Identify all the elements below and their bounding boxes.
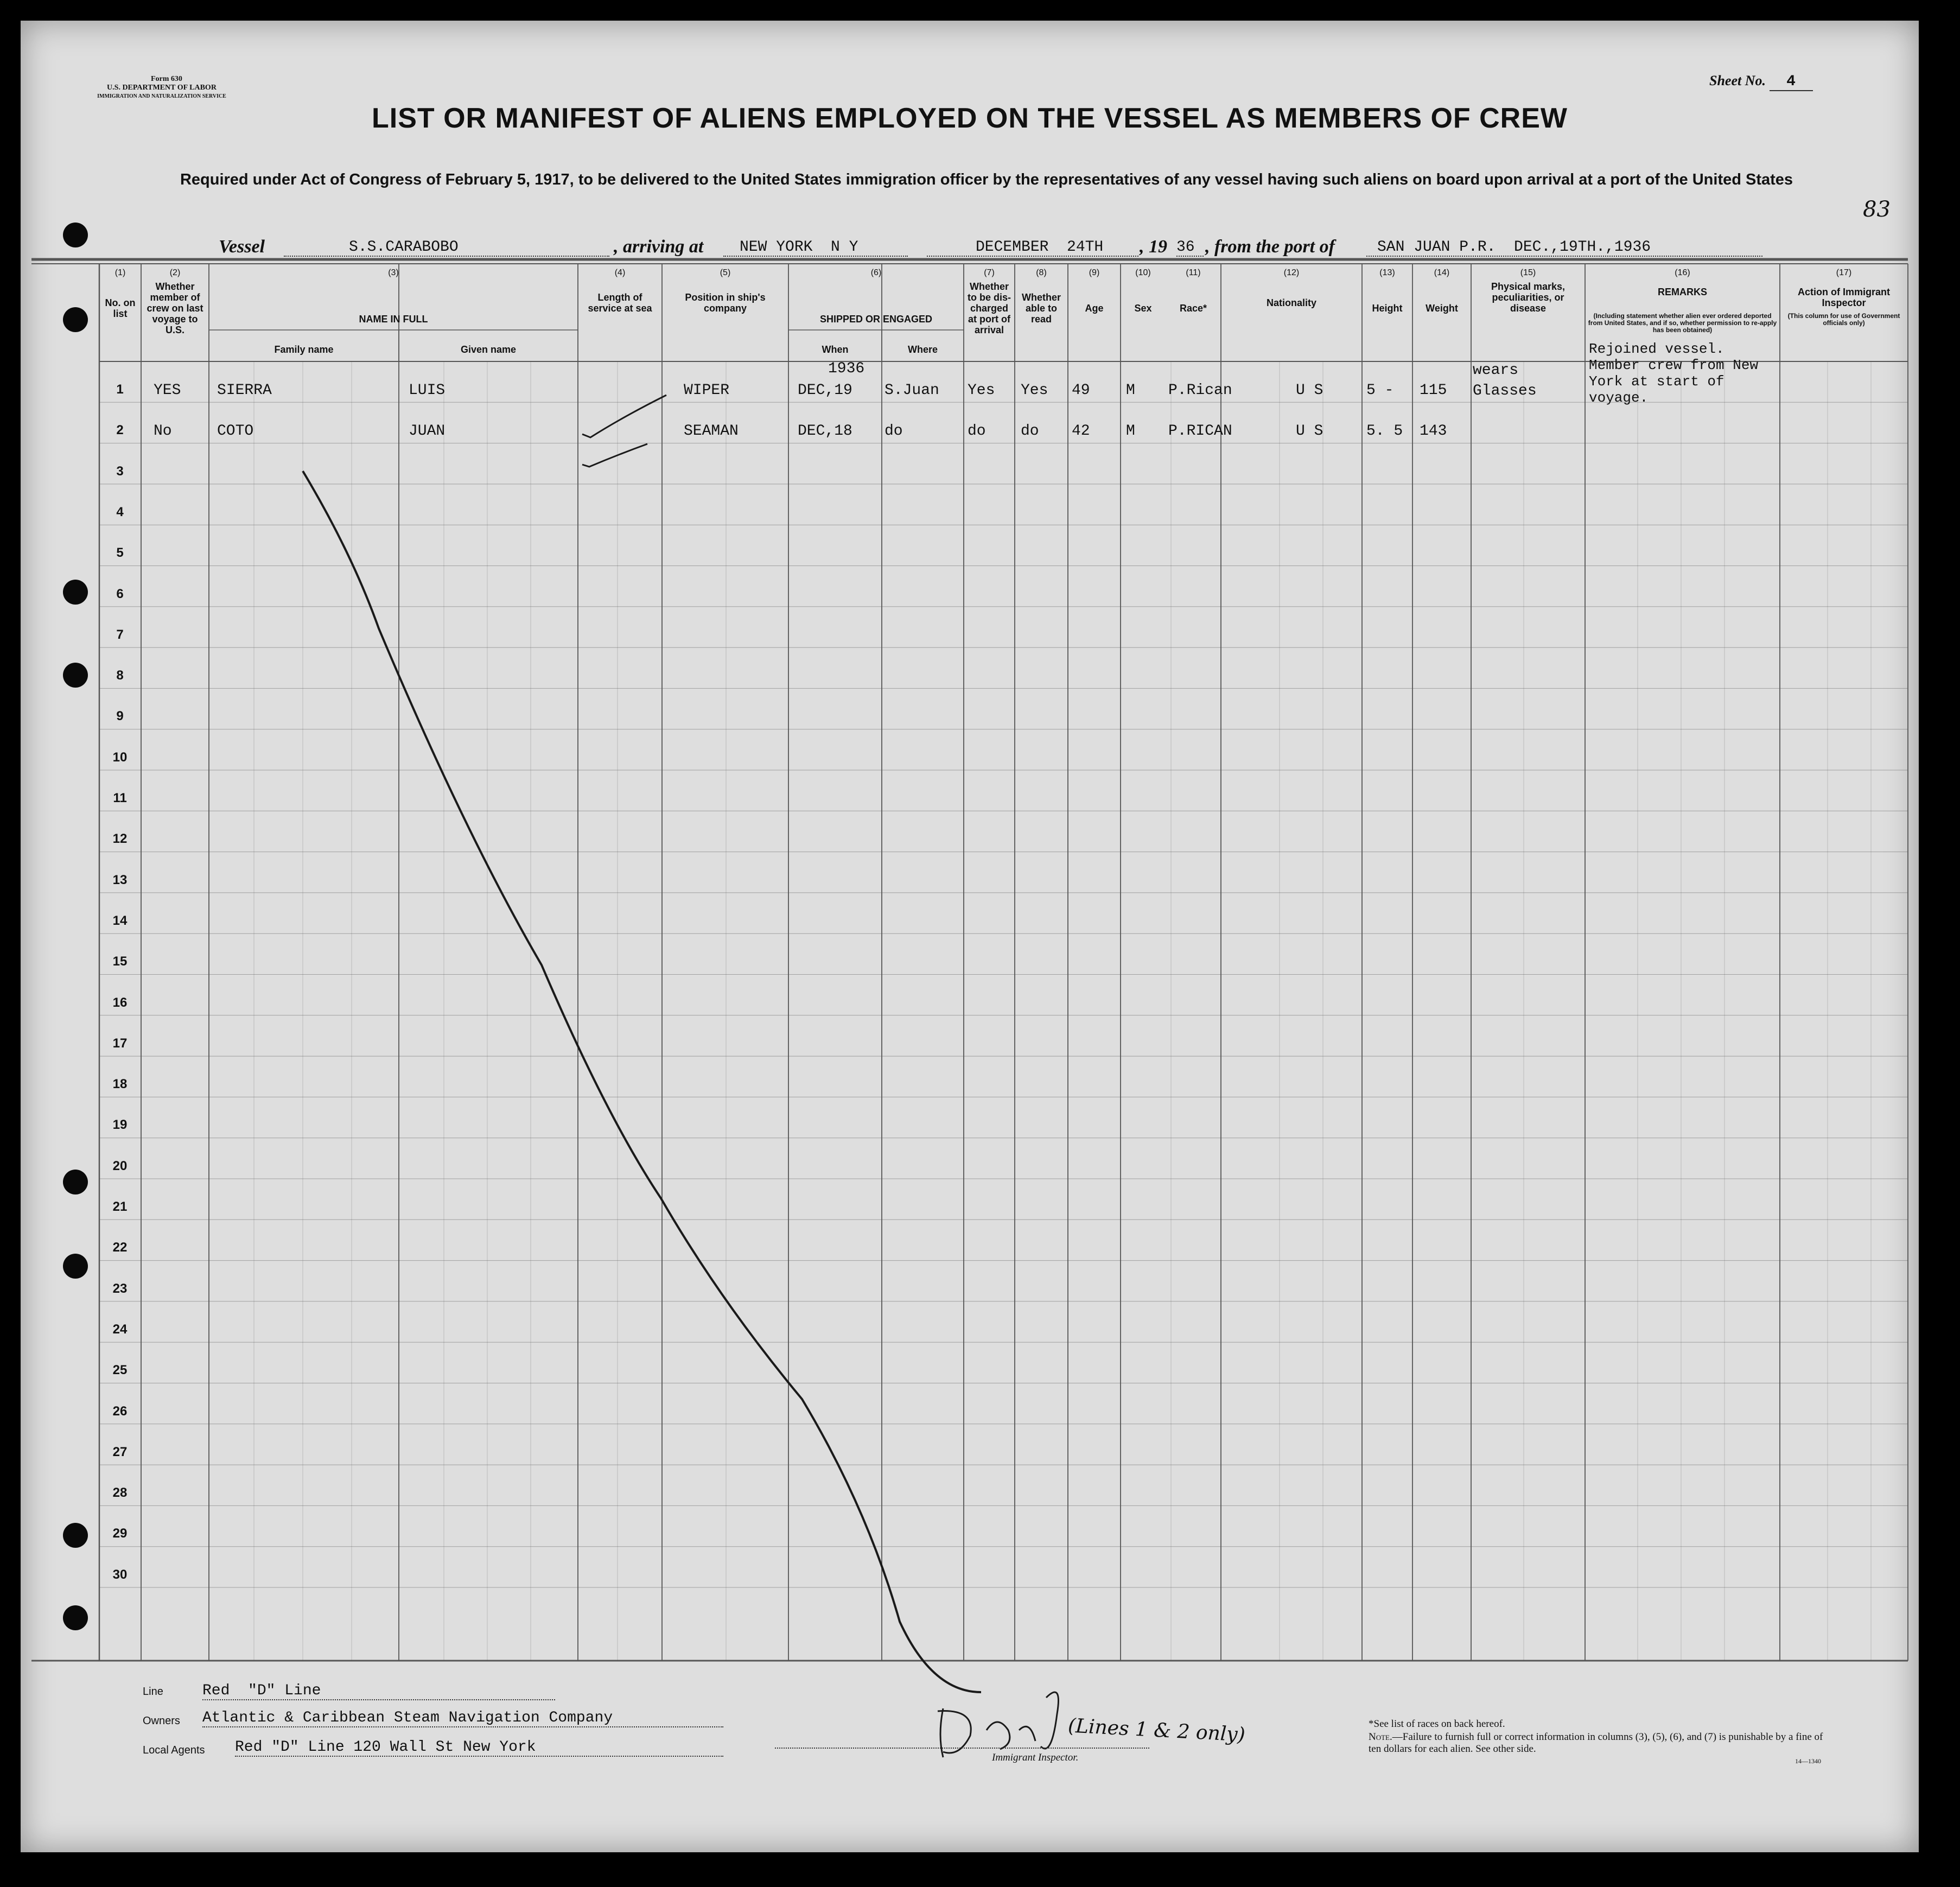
column-header: REMARKS [1657,287,1707,297]
entry-position: WIPER [684,382,730,399]
column-header: Physical marks, peculiarities, or disease [1491,281,1566,314]
department-name: U.S. DEPARTMENT OF LABOR [107,84,217,92]
entry-height: 5. 5 [1366,423,1403,440]
column-subheader: When [822,344,849,355]
vessel-name: S.S.CARABOBO [284,239,609,257]
column-header: Length of service at sea [588,292,652,314]
column-header-note: (Including statement whether alien ever ordered deported from United States, and if so, whether permission to re-apply has been obtained) [1588,312,1777,334]
row-number: 6 [116,586,124,601]
inspector-signature-line [775,1748,1149,1749]
penalty-note [1369,1731,1835,1755]
column-header: Whether member of crew on last voyage to U.S. [147,281,203,335]
from-port: SAN JUAN P.R. DEC.,19TH.,1936 [1366,239,1762,257]
owners-name: Atlantic & Caribbean Steam Navigation Company [202,1710,723,1727]
entry-discharged: Yes [968,382,995,399]
column-header: Action of Immigrant Inspector [1798,287,1890,308]
inspector-label: Immigrant Inspector. [992,1752,1079,1763]
column-number: (11) [1186,268,1201,277]
row-number: 18 [112,1077,128,1092]
row-number: 11 [113,791,127,805]
column-number: (1) [114,268,126,277]
entry-family: SIERRA [217,382,272,399]
entry-race: P.Rican [1168,382,1232,399]
row-number: 1 [116,382,124,397]
entry-family: COTO [217,423,254,440]
column-number: (14) [1434,268,1450,277]
row-number: 7 [116,627,124,642]
row-number: 10 [112,749,128,765]
row-number: 28 [112,1485,128,1501]
row-number: 25 [112,1363,128,1378]
row-number: 22 [112,1240,128,1255]
form-number: Form 630 [151,75,182,83]
cancel-line [303,471,981,1692]
column-number: (13) [1379,268,1395,277]
entry-read: do [1021,423,1039,440]
column-header: Nationality [1266,297,1316,308]
column-header: Race* [1179,303,1207,314]
row-number: 24 [112,1321,128,1337]
row-number: 21 [112,1199,128,1214]
row-number: 2 [116,423,124,438]
entry-weight: 115 [1420,382,1447,399]
column-number: (16) [1675,268,1690,277]
from-port-label: , from the port of [1205,237,1335,257]
row-number: 4 [116,504,124,519]
entry-weight: 143 [1420,423,1447,440]
page-subtitle: Required under Act of Congress of February 5, 1917, to be delivered to the United States immigration officer by the representatives of any vessel having such aliens on board upon arrival at a port of the United States [180,171,1793,188]
shipped-year: 1936 [828,360,865,377]
arriving-port: NEW YORK N Y [723,239,908,257]
races-note: *See list of races on back hereof. [1369,1718,1505,1730]
row-number: 26 [112,1403,128,1419]
entry-age: 49 [1072,382,1090,399]
row-number: 3 [116,463,124,479]
entry-crew-last-voyage: No [154,423,172,440]
column-header: Sex [1134,303,1152,314]
line-label: Line [143,1686,163,1698]
row-number: 20 [112,1158,128,1173]
agents-label: Local Agents [143,1744,205,1756]
manifest-sheet [21,21,1919,1852]
column-number: (5) [720,268,731,277]
print-code: 14—1340 [1795,1757,1821,1765]
footer-agents-field [143,1739,740,1757]
agents-name: Red "D" Line 120 Wall St New York [235,1739,723,1757]
column-number: (6) [870,268,882,277]
entry-position: SEAMAN [684,423,739,440]
row-number: 19 [112,1117,128,1133]
entry-marks: wears Glasses [1473,362,1537,399]
entry-given: JUAN [409,423,446,440]
column-number: (10) [1135,268,1151,277]
column-number: (12) [1283,268,1300,277]
entry-nationality: U S [1296,382,1323,399]
row-number: 17 [112,1035,128,1051]
arriving-label: , arriving at [614,237,704,257]
column-header: NAME IN FULL [359,314,428,325]
column-header-note: (This column for use of Government officials only) [1787,312,1900,327]
row-number: 27 [112,1444,128,1459]
row-number: 14 [112,913,128,928]
arrival-date: DECEMBER 24TH [927,239,1138,257]
row-number: 29 [112,1526,128,1541]
column-number: (17) [1836,268,1852,277]
entry-read: Yes [1021,382,1048,399]
footer-owners-field [143,1710,740,1727]
column-header: Position in ship's company [685,292,766,314]
owners-label: Owners [143,1715,180,1727]
entry-race: P.RICAN [1168,423,1232,440]
entry-discharged: do [968,423,986,440]
check-mark [582,395,666,437]
entry-where: do [884,423,903,440]
year-prefix: , 19 [1140,237,1167,257]
column-header: SHIPPED OR ENGAGED [819,314,933,325]
row-number: 13 [112,872,128,887]
check-mark [582,444,647,467]
note-text: —Failure to furnish full or correct information in columns (3), (5), (6), and (7) is punishable by a fine of ten dollars for each alien. See other side. [1369,1731,1823,1755]
row-number: 5 [116,545,124,561]
sheet-number-value: 4 [1770,73,1813,91]
column-subheader: Family name [274,344,334,355]
row-number: 15 [112,954,128,969]
entry-sex: M [1126,382,1135,399]
arrival-year: 36 [1176,239,1204,257]
column-header: Whether able to read [1022,292,1061,325]
signature-note: (Lines 1 & 2 only) [1067,1714,1246,1746]
column-header: Height [1372,303,1403,314]
column-number: (8) [1036,268,1047,277]
sheet-label: Sheet No. [1709,73,1766,88]
entry-when: DEC,19 [798,382,852,399]
entry-given: LUIS [409,382,446,399]
column-subheader: Given name [460,344,517,355]
footer-line-field [143,1682,577,1699]
column-header: No. on list [105,297,136,319]
entry-when: DEC,18 [798,423,852,440]
column-number: (15) [1520,268,1536,277]
page-number: 83 [1863,197,1891,222]
service-name: IMMIGRATION AND NATURALIZATION SERVICE [97,93,226,99]
column-number: (9) [1089,268,1100,277]
row-number: 16 [112,995,128,1010]
column-header: Age [1085,303,1104,314]
entry-crew-last-voyage: YES [154,382,181,399]
entry-height: 5 - [1366,382,1394,399]
row-number: 12 [112,831,128,847]
line-name: Red "D" Line [202,1682,555,1700]
entry-sex: M [1126,423,1135,440]
vessel-label: Vessel [219,237,265,257]
column-number: (4) [614,268,626,277]
column-subheader: Where [907,344,938,355]
row-number: 30 [112,1567,128,1582]
entry-where: S.Juan [884,382,939,399]
entry-nationality: U S [1296,423,1323,440]
column-number: (3) [388,268,399,277]
row-number: 9 [116,709,124,724]
column-number: (7) [984,268,995,277]
entry-remarks: Rejoined vessel. Member crew from New York at start of voyage. [1589,341,1759,406]
row-number: 8 [116,668,124,683]
column-header: Weight [1426,303,1458,314]
column-header: Whether to be dis-charged at port of arrival [968,281,1011,335]
row-number: 23 [112,1281,128,1296]
page-title: LIST OR MANIFEST OF ALIENS EMPLOYED ON THE VESSEL AS MEMBERS OF CREW [372,103,1568,134]
entry-age: 42 [1072,423,1090,440]
column-number: (2) [169,268,181,277]
note-label: Note. [1369,1731,1392,1743]
